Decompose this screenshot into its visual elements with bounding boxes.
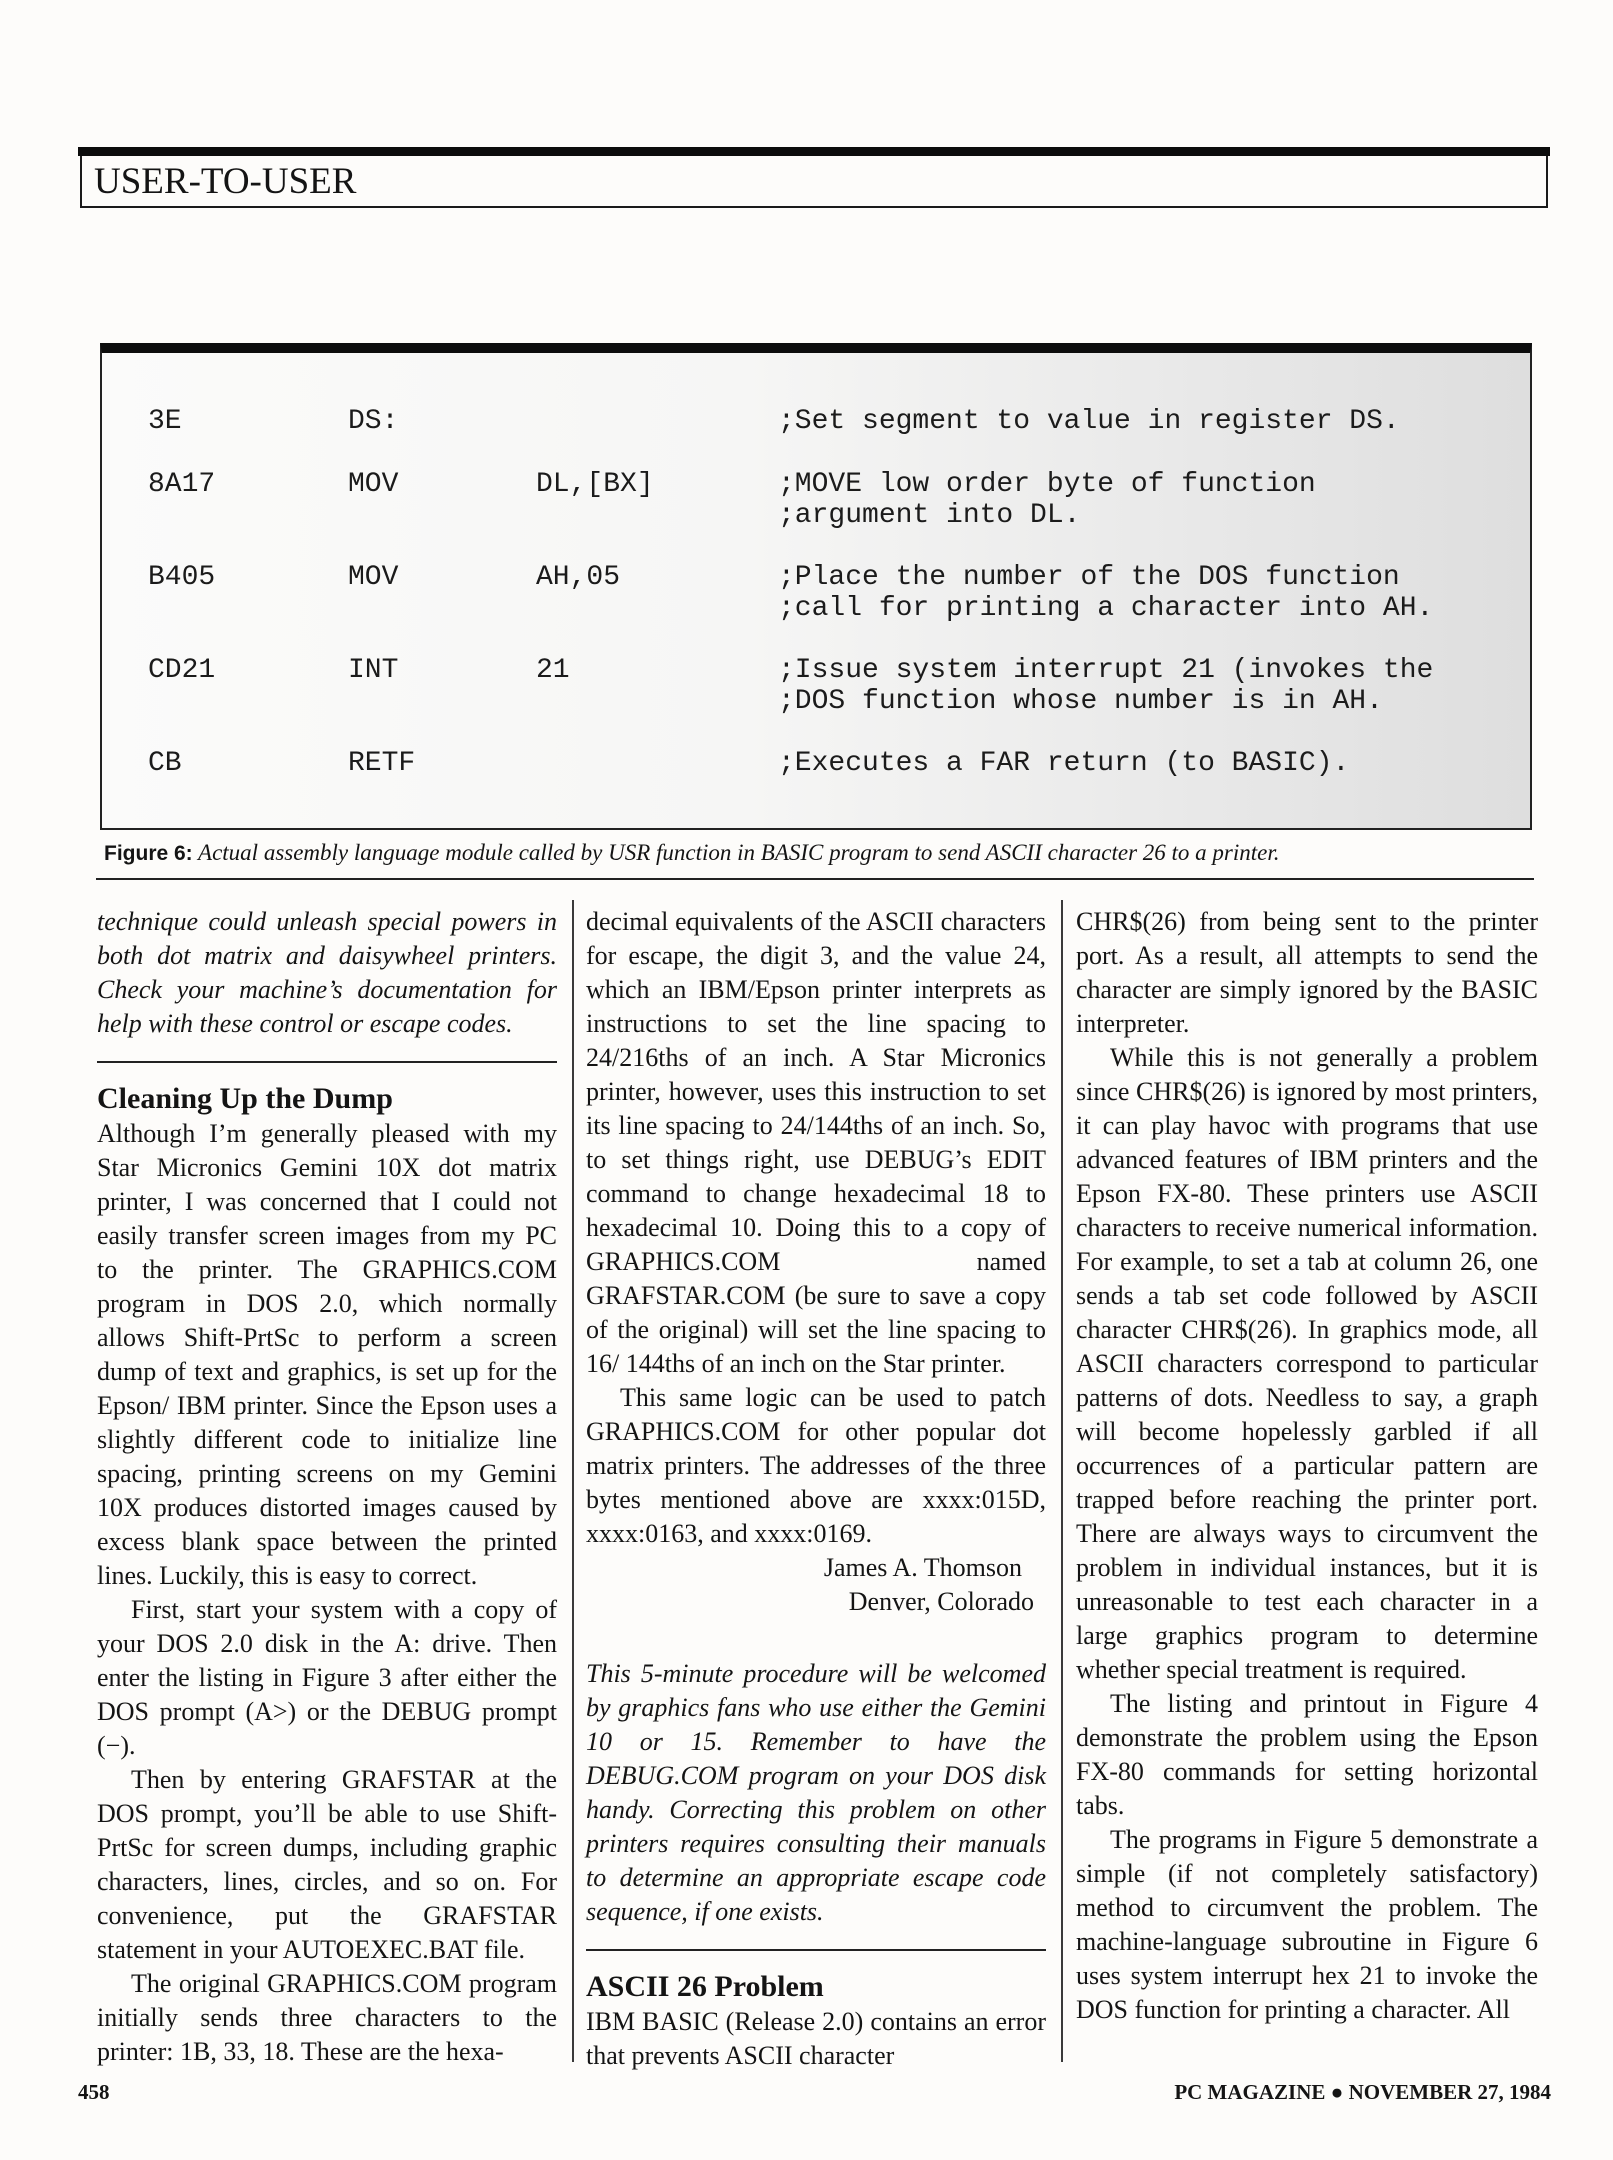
code-op: MOV	[348, 469, 399, 500]
body-paragraph: IBM BASIC (Release 2.0) contains an error that prevents ASCII character	[586, 2007, 1046, 2070]
article-column-2	[586, 905, 1046, 2073]
body-paragraph: While this is not generally a problem since CHR$(26) is ignored by most printers, it can play havoc with programs that use advanced features of IBM printers and the Epson FX-80. These printers use ASCII characters to receive numerical information. For example, to set a tab at column 26, one sends a tab set code followed by ASCII character CHR$(26). In graphics mode, all ASCII characters correspond to particular patterns of dots. Needless to say, a graph will become hopelessly garbled if all occurrences of a particular pattern are trapped before reaching the printer port. There are always ways to circumvent the problem in individual instances, but it is unreasonable to test each character in a large graphics program to determine whether special treatment is required.	[1076, 1043, 1538, 1684]
author-name: James A. Thomson	[823, 1553, 1022, 1582]
body-paragraph: decimal equivalents of the ASCII characters for escape, the digit 3, and the value 24, which an IBM/Epson printer interprets as instructions to set the line spacing to 24/216ths of an inch. A Star Micronics printer, however, uses this instruction to set its line spacing to 24/144ths of an inch. So, to set things right, use DEBUG’s EDIT command to change hexadecimal 18 to hexadecimal 10. Doing this to a copy of GRAPHICS.COM named GRAFSTAR.COM (be sure to save a copy of the original) will set the line spacing to 16/ 144ths of an inch on the Star printer.	[586, 907, 1046, 1378]
section-heading: Cleaning Up the Dump	[97, 1082, 393, 1115]
page-number: 458	[78, 2080, 110, 2104]
column-divider	[1061, 900, 1063, 2062]
code-op: DS:	[348, 406, 399, 437]
code-arg: AH,05	[536, 562, 621, 593]
code-hex: CB	[148, 748, 182, 779]
editor-note: This 5-minute procedure will be welcomed by graphics fans who use either the Gemini 10 or 15. Remember to have the DEBUG.COM program on your DOS disk handy. Correcting this problem on other printers requires consulting their manuals to determine an appropriate escape code sequence, if one exists.	[586, 1659, 1046, 1926]
body-paragraph: The programs in Figure 5 demonstrate a simple (if not completely satisfactory) method to circumvent the problem. The machine-language subroutine in Figure 6 uses system interrupt hex 21 to invoke the DOS function for printing a character. All	[1076, 1825, 1538, 2024]
code-comment: ;DOS function whose number is in AH.	[778, 686, 1383, 717]
code-comment: ;call for printing a character into AH.	[778, 593, 1434, 624]
divider	[586, 1949, 1046, 1951]
section-heading: ASCII 26 Problem	[586, 1970, 824, 2003]
divider	[96, 878, 1534, 880]
code-hex: B405	[148, 562, 216, 593]
divider	[97, 1061, 557, 1063]
code-op: INT	[348, 655, 399, 686]
top-rule	[78, 147, 1550, 156]
code-comment: ;argument into DL.	[778, 500, 1081, 531]
code-op: RETF	[348, 748, 416, 779]
body-paragraph: The listing and printout in Figure 4 demonstrate the problem using the Epson FX-80 commands for setting horizontal tabs.	[1076, 1689, 1538, 1820]
article-column-3	[1076, 905, 1538, 2027]
code-hex: 3E	[148, 406, 182, 437]
magazine-footer: PC MAGAZINE ● NOVEMBER 27, 1984	[1174, 2080, 1551, 2104]
figure-6-code-listing	[100, 343, 1532, 830]
code-comment: ;Executes a FAR return (to BASIC).	[778, 748, 1350, 779]
article-column-1	[97, 905, 557, 2069]
code-arg: DL,[BX]	[536, 469, 654, 500]
body-paragraph: First, start your system with a copy of your DOS 2.0 disk in the A: drive. Then enter the listing in Figure 3 after either the DOS prompt (A>) or the DEBUG prompt (−).	[97, 1595, 557, 1760]
code-comment: ;MOVE low order byte of function	[778, 469, 1316, 500]
figure-caption-text: Actual assembly language module called by USR function in BASIC program to send ASCII character 26 to a printer.	[198, 840, 1280, 865]
figure-caption	[104, 838, 1544, 869]
code-comment: ;Place the number of the DOS function	[778, 562, 1400, 593]
figure-caption-label: Figure 6:	[104, 842, 193, 865]
code-arg: 21	[536, 655, 570, 686]
code-hex: CD21	[148, 655, 216, 686]
body-paragraph: Although I’m generally pleased with my Star Micronics Gemini 10X dot matrix printer, I was concerned that I could not easily transfer screen images from my PC to the printer. The GRAPHICS.COM program in DOS 2.0, which normally allows Shift-PrtSc to perform a screen dump of text and graphics, is set up for the Epson/ IBM printer. Since the Epson uses a slightly different code to initialize line spacing, printing screens on my Gemini 10X produces distorted images caused by excess blank space between the printed lines. Luckily, this is easy to correct.	[97, 1119, 557, 1590]
column-divider	[572, 900, 574, 2062]
code-hex: 8A17	[148, 469, 216, 500]
code-comment: ;Set segment to value in register DS.	[778, 406, 1400, 437]
intro-paragraph: technique could unleash special powers in both dot matrix and daisywheel printers. Check your machine’s documentation for help with these control or escape codes.	[97, 907, 557, 1038]
code-op: MOV	[348, 562, 399, 593]
body-paragraph: CHR$(26) from being sent to the printer port. As a result, all attempts to send the character are simply ignored by the BASIC interpreter.	[1076, 907, 1538, 1038]
code-comment: ;Issue system interrupt 21 (invokes the	[778, 655, 1434, 686]
section-title: USER-TO-USER	[80, 156, 1548, 208]
body-paragraph: The original GRAPHICS.COM program initially sends three characters to the printer: 1B, 33, 18. These are the hexa-	[97, 1969, 557, 2066]
author-location: Denver, Colorado	[848, 1587, 1034, 1616]
body-paragraph: Then by entering GRAFSTAR at the DOS prompt, you’ll be able to use Shift-PrtSc for screen dumps, including graphic characters, lines, circles, and so on. For convenience, put the GRAFSTAR statement in your AUTOEXEC.BAT file.	[97, 1765, 557, 1964]
body-paragraph: This same logic can be used to patch GRAPHICS.COM for other popular dot matrix printers. The addresses of the three bytes mentioned above are xxxx:015D, xxxx:0163, and xxxx:0169.	[586, 1383, 1046, 1548]
